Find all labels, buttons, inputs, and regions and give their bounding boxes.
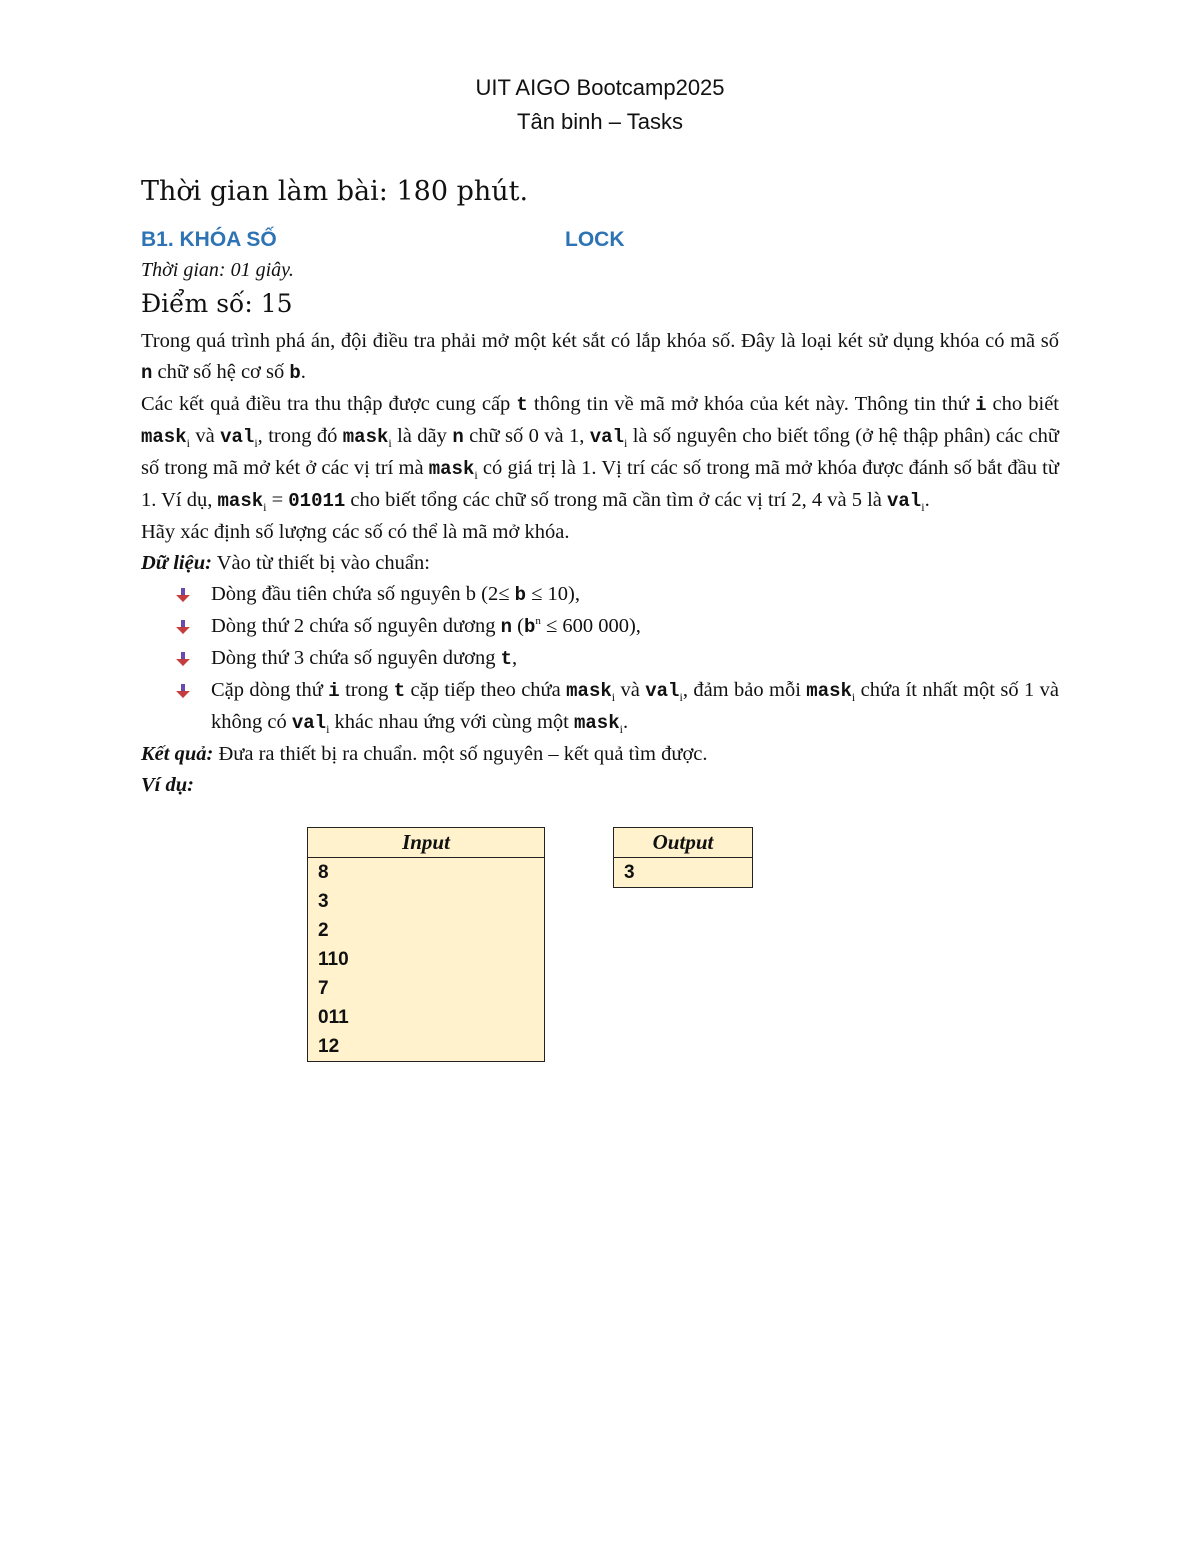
input-line: 7 [318, 978, 329, 999]
example-label: Ví dụ: [141, 774, 194, 796]
arrow-down-bullet-icon [175, 651, 191, 667]
input-label: Dữ liệu: [141, 552, 212, 574]
output-header: Output [614, 828, 753, 858]
problem-statement [141, 326, 1059, 801]
example-input-table [307, 827, 545, 1062]
input-line: 2 [318, 920, 329, 941]
example-output-table [613, 827, 753, 888]
time-limit: Thời gian: 01 giây. [141, 259, 294, 281]
problem-title-vi: B1. KHÓA SỐ [141, 228, 277, 251]
output-line: 3 [624, 862, 635, 883]
example-section [141, 770, 1059, 801]
header-line-1: UIT AIGO Bootcamp2025 [475, 75, 725, 100]
input-line: 12 [318, 1036, 340, 1057]
input-cell [308, 858, 545, 1062]
input-format-list [141, 579, 1059, 739]
input-line: 8 [318, 862, 329, 883]
output-section: Kết quả: Đưa ra thiết bị ra chuẩn. một số nguyên – kết quả tìm được. [141, 743, 708, 765]
output-label: Kết quả: [141, 743, 214, 765]
score: Điểm số: 15 [141, 289, 293, 318]
input-section: Dữ liệu: Vào từ thiết bị vào chuẩn: [141, 552, 430, 574]
header-line-2: Tân binh – Tasks [517, 109, 683, 134]
list-item: Dòng thứ 3 chứa số nguyên dương t, [211, 643, 1059, 675]
output-cell [614, 858, 753, 888]
exam-duration: Thời gian làm bài: 180 phút. [141, 176, 529, 207]
arrow-down-bullet-icon [175, 683, 191, 699]
problem-title-en: LOCK [565, 228, 625, 251]
list-item: Dòng thứ 2 chứa số nguyên dương n ($b^n \le 600$ 000), [211, 611, 1059, 643]
input-header: Input [308, 828, 545, 858]
statement-paragraph-3: Hãy xác định số lượng các số có thể là mã mở khóa. [141, 521, 570, 543]
list-item: Dòng đầu tiên chứa số nguyên b (2≤ b ≤ 10), [211, 579, 1059, 611]
arrow-down-bullet-icon [175, 587, 191, 603]
statement-paragraph-2: Các kết quả điều tra thu thập được cung cấp t thông tin về mã mở khóa của két này. Thông tin thứ i cho biết mask$_i$ và val$_i$, trong đó mask$_i$ là dãy n chữ số 0 và 1, val$_i$ là số nguyên cho biết tổng (ở hệ thập phân) các chữ số trong mã mở két ở các vị trí mà mask$_i$ có giá trị là 1. Vị trí các số trong mã mở khóa được đánh số bắt đầu từ 1. Ví dụ, mask$_i$ = 01011 cho biết tổng các chữ số trong mã cần tìm ở các vị trí 2, 4 và 5 là val$_i$. [141, 393, 1059, 515]
input-line: 110 [318, 949, 349, 970]
arrow-down-bullet-icon [175, 619, 191, 635]
input-line: 3 [318, 891, 329, 912]
input-line: 011 [318, 1007, 349, 1028]
list-item: Cặp dòng thứ i trong t cặp tiếp theo chứa mask$_i$ và val$_i$, đảm bảo mỗi mask$_i$ chứa ít nhất một số 1 và không có val$_i$ khác nhau ứng với cùng một mask$_i$. [211, 675, 1059, 739]
statement-paragraph-1: Trong quá trình phá án, đội điều tra phải mở một két sắt có lắp khóa số. Đây là loại két sử dụng khóa có mã số n chữ số hệ cơ số b. [141, 330, 1059, 384]
